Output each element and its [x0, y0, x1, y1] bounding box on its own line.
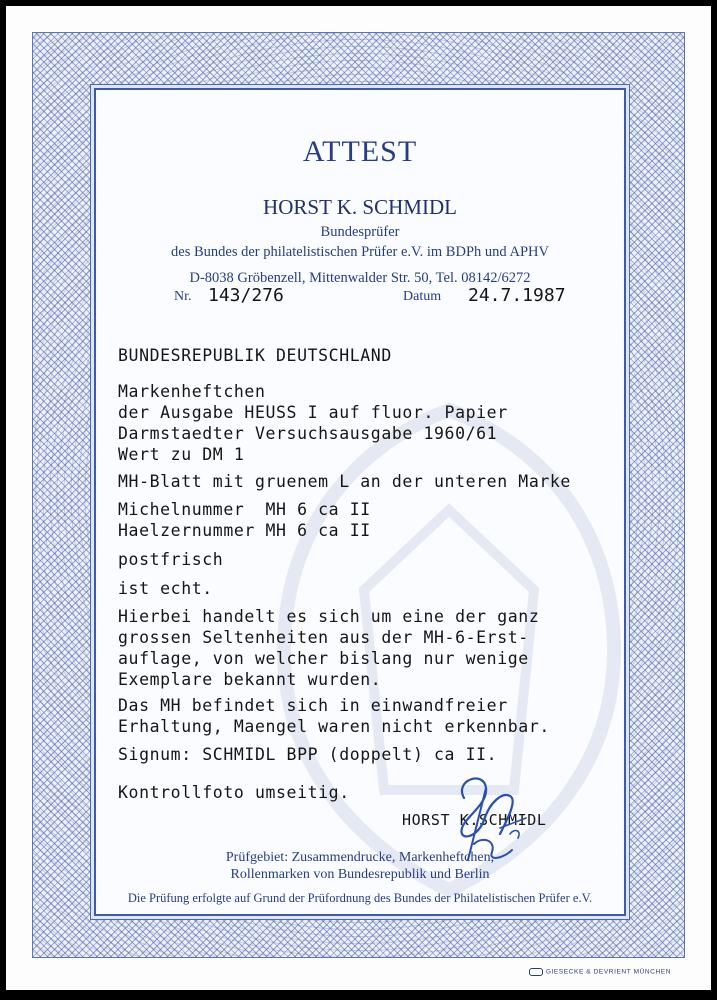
examiner-role: Bundesprüfer [320, 224, 400, 240]
scope-line: Prüfgebiet: Zusammendrucke, Markenheftchen, [225, 850, 495, 865]
scope-line: Rollenmarken von Bundesrepublik und Berlin [230, 867, 490, 882]
remarks-line: auflage, von welcher bislang nur wenige [118, 649, 529, 668]
preservation-line: Das MH befindet sich in einwandfreier [118, 696, 508, 715]
condition-line: postfrisch [118, 550, 224, 569]
certificate-sheet [6, 6, 711, 990]
item-line: Markenheftchen [118, 382, 266, 401]
signatory-name: HORST K.SCHMIDL [402, 811, 547, 829]
country-line: BUNDESREPUBLIK DEUTSCHLAND [118, 346, 392, 365]
printer-logo-icon [529, 968, 543, 976]
examiner-name: HORST K. SCHMIDL [263, 195, 457, 219]
nr-label: Nr. [174, 289, 192, 304]
photo-note: Kontrollfoto umseitig. [118, 783, 350, 802]
nr-value: 143/276 [208, 285, 284, 306]
remarks-line: Hierbei handelt es sich um eine der ganz [118, 607, 540, 626]
printer-name: GIESECKE & DEVRIENT MÜNCHEN [545, 968, 671, 976]
remarks-line: Exemplare bekannt wurden. [118, 670, 382, 689]
remarks-line: grossen Seltenheiten aus der MH-6-Erst- [118, 628, 529, 647]
signum-line: Signum: SCHMIDL BPP (doppelt) ca II. [118, 745, 498, 764]
catalog-line: Haelzernummer MH 6 ca II [118, 521, 371, 540]
handwritten-signature [426, 758, 536, 873]
rules-note: Die Prüfung erfolgte auf Grund der Prüfordnung des Bundes der Philatelistischen Prüfer e.V. [127, 891, 593, 905]
catalog-line: Michelnummer MH 6 ca II [118, 500, 371, 519]
verdict-line: ist echt. [118, 579, 213, 598]
association-line: des Bundes der philatelistischen Prüfer e.V. im BDPh und APHV [171, 244, 549, 260]
blatt-line: MH-Blatt mit gruenem L an der unteren Marke [118, 472, 571, 491]
date-value: 24.7.1987 [468, 285, 566, 306]
preservation-line: Erhaltung, Maengel waren nicht erkennbar. [118, 717, 550, 736]
address-line: D-8038 Gröbenzell, Mittenwalder Str. 50, Tel. 08142/6272 [189, 270, 531, 286]
date-label: Datum [403, 289, 442, 304]
certificate-panel [94, 88, 626, 916]
certificate-title: ATTEST [302, 135, 418, 168]
item-line: Wert zu DM 1 [118, 445, 245, 464]
item-line: Darmstaedter Versuchsausgabe 1960/61 [118, 424, 498, 443]
printer-imprint [529, 968, 671, 976]
item-line: der Ausgabe HEUSS I auf fluor. Papier [118, 403, 508, 422]
